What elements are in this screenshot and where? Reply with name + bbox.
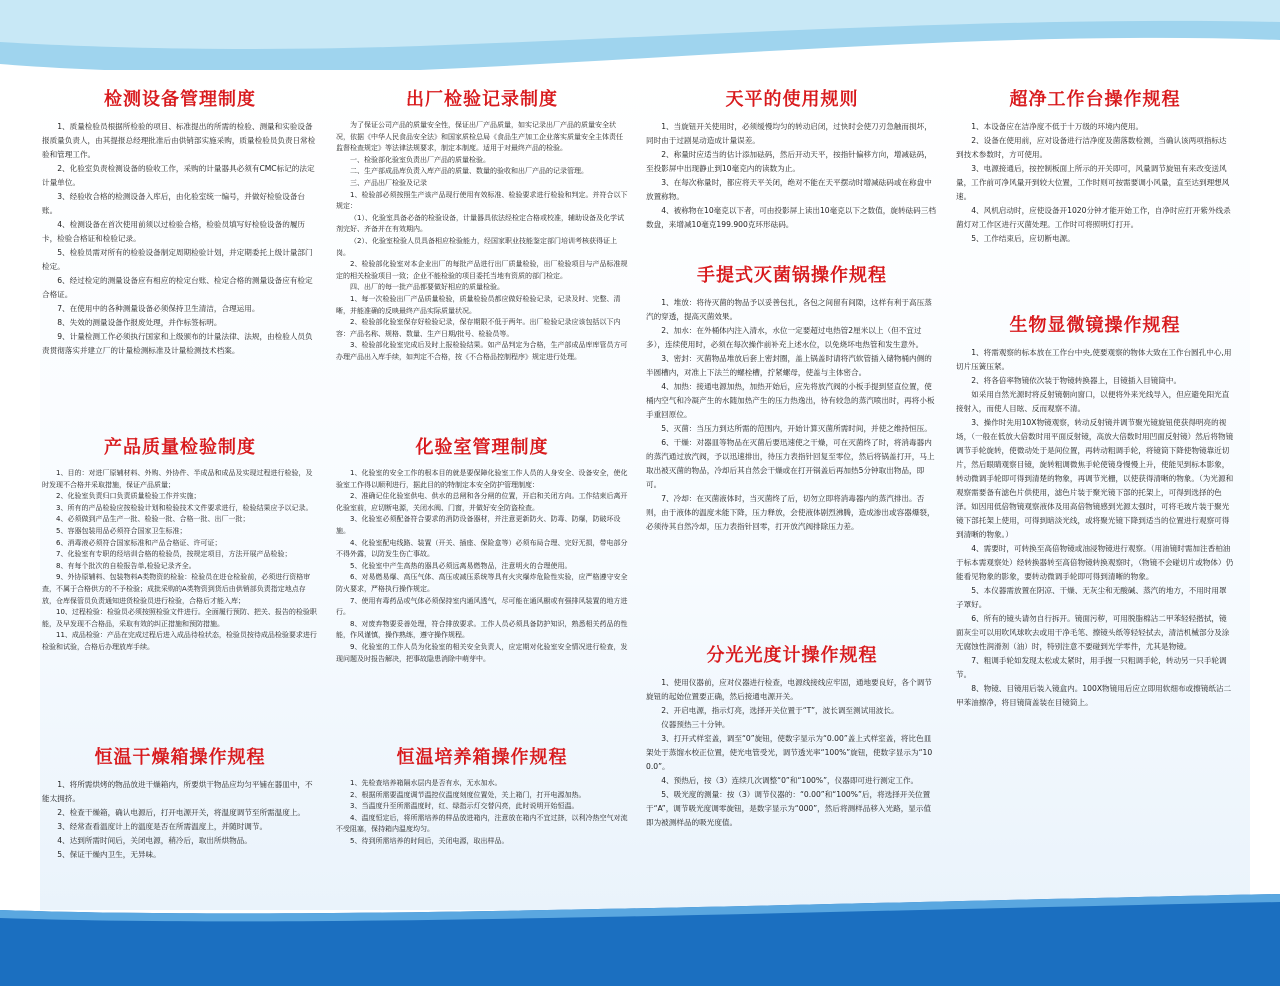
paragraph: 4、预热后，按（3）连续几次调整“0”和“100%”，仪器即可进行测定工作。 (661, 776, 919, 785)
paragraph: 2、检查干燥箱，确认电源后，打开电源开关，将温度调节至所需温度上。 (57, 808, 306, 817)
paragraph: 4、检测设备在首次使用前须以过检验合格，检验员填写好检验设备的履历卡，检验合格证和检验记录。 (42, 220, 306, 243)
paragraph: 5、化验室中产生高热的器具必须远离易燃物品，注意明火的合理使用。 (350, 561, 572, 570)
paragraph: 5、检验员需对所有的检验设备制定周期检验计划，并定期委托上级计量部门检定。 (42, 248, 313, 271)
paragraph: 1、每一次检验出厂产品质量检验，质量检验员都应做好检验记录，记录及时、完整、清晰，并能准确的反映最终产品实际质量状况。 (336, 294, 621, 315)
section-factory-inspection (336, 88, 628, 426)
paragraph: 2、开启电源，指示灯亮，选择开关位置于“T”，波长调至测试用波长。 (661, 706, 899, 715)
paragraph: 4、被称物在10毫克以下者，可由投影屏上读出10毫克以下之数值，旋转砝码三档数盘，来增减10毫克199.900克环形砝码。 (646, 206, 936, 229)
section-lab-management (336, 436, 628, 736)
paragraph: 3、化验室必须配备符合要求的消防设备器材，并注意更新防火、防毒、防爆，防破坏设施。 (336, 515, 621, 535)
paragraph: 5、容器包装用品必须符合国家卫生标准； (56, 526, 187, 535)
paragraph: 一、检验部化验室负责出厂产品的质量检验。 (350, 155, 490, 164)
paragraph: 1、将需观察的标本放在工作台中央,使要观察的物体大致在工作台圆孔中心,用切片压簧压紧。 (956, 348, 1232, 371)
paragraph: 7、使用有毒药品或气体必须保持室内通风透气，尽可能在通风橱或有强排风装置的地方进行。 (336, 596, 628, 617)
paragraph: 1、检验部必须按照生产该产品现行使用有效标准、检验要求进行检验和判定。并符合以下规定： (336, 190, 628, 211)
paragraph: 7、冷却：在灭菌液体时，当灭菌终了后，切勿立即将消毒器内的蒸汽排出。否则，由于液体的温度未能下降，压力释放，会使液体剧烈沸腾，造成渗出或容器爆裂，必须待其自然冷却，压力表指针回零，打开放汽阀排除压力差。 (646, 494, 935, 531)
paragraph: 仪器预热三十分钟。 (661, 720, 730, 729)
section-balance-rules (646, 88, 938, 254)
paragraph: 1、本设备应在洁净度不低于十万级的环境内使用。 (971, 122, 1144, 131)
paragraph: 2、检验部化验室保存好检验记录，保存期限不低于两年。出厂检验记录应该包括以下内容：产品名称、规格、数量、生产日期/批号、检验员等。 (336, 318, 621, 338)
paragraph: 1、当旋钮开关使用时，必须缓慢均匀的转动启闭，过快时会使刀刃急触而损坏，同时由于过剧晃动造成计量误差。 (646, 122, 932, 145)
paragraph: 3、经验收合格的检测设备入库后，由化验室统一编号，并做好检验设备台账。 (42, 192, 306, 215)
section-incubator (336, 746, 628, 848)
paragraph: 3、检验部化验室完成后及时上报检验结果。如产品判定为合格，生产部成品库库管员方可办理产品出入库手续，如判定不合格，按《不合格品控制程序》规定进行处理。 (336, 341, 628, 361)
paragraph: 二、生产部成品库负责入库产品的质量、数量的验收和出厂产品的记录管理。 (350, 167, 588, 176)
paragraph: 9、外协原辅料、包装物料A类物资的检验：检验员在进仓检验前，必须进行资格审查，不属于合格供方的不予检验；成批采购的A类物资到货后由供销部负责指定地点存放，仓库保管员负责通知进货检验员进行检验，合格后才能入库； (42, 573, 311, 605)
paragraph: 3、在每次称量时，都应将天平关闭，绝对不能在天平摆动时增减砝码或在称盘中放置称物。 (646, 178, 932, 201)
column-4 (956, 88, 1234, 888)
paragraph: 6、消毒液必须符合国家标准和产品合格证、许可证； (56, 538, 222, 547)
paragraph: 6、经过检定的测量设备应有相应的检定台账、检定合格的测量设备应有检定合格证。 (42, 276, 313, 299)
paragraph: 2、称量时应适当的估计添加砝码，然后开动天平，按指针偏移方向，增减砝码，至投影屏中出现静止到10毫克内的读数为止。 (646, 150, 932, 173)
section-title: 超净工作台操作规程 (1009, 89, 1181, 110)
column-1 (42, 88, 318, 888)
paragraph: 4、风机启动时，应使设备开1020分钟才能开始工作，自净时应打开紫外线杀菌灯对工作区进行灭菌处理。工作时可将照明灯打开。 (956, 206, 1231, 229)
paragraph: 5、保证干燥内卫生，无异味。 (57, 850, 161, 859)
paragraph: 1、质量检验员根据所检验的项目、标准提出的所需的检验、测量和实验设备报质量负责人，由其提报总经理批准后由供销部实施采购，质量检验员负责日常检验和管理工作。 (42, 122, 316, 159)
section-sterilizer (646, 264, 938, 634)
paragraph: 8、失效的测量设备作报废处理，并作标签标明。 (57, 318, 222, 327)
paragraph: 2、根据所需要温度调节温控仪温度刻度位置处，关上箱门，打开电源加热。 (350, 790, 586, 799)
paragraph: 1、将所需烘烤的物品放进干燥箱内，所要烘干物品应均匀平铺在器皿中，不能太拥挤。 (42, 780, 313, 803)
paragraph: 2、将各倍率物镜依次装于物镜转换器上，目镜插入目镜筒中。 (971, 376, 1182, 385)
paragraph: 为了保证公司产品的质量安全性，保证出厂产品质量，如实记录出厂产品的质量安全状况，依据《中华人民食品安全法》和国家质检总局《食品生产加工企业落实质量安全主体责任监督检查规定》等法律法规要求，制定本制度。适用于对最终产品的检验。 (336, 121, 623, 153)
section-title: 化验室管理制度 (415, 437, 549, 458)
paragraph: 5、待到所需培养的时间后，关闭电源，取出样品。 (350, 836, 509, 845)
paragraph: （1）、化验室具备必备的检验设备，计量器具依法经检定合格或校准，辅助设备及化学试剂完好、齐备并在有效期内。 (336, 213, 624, 234)
paragraph: 1、目的：对进厂原辅材料、外购、外协件、半成品和成品及实现过程进行检验，及时发现不合格并采取措施，保证产品质量； (42, 469, 313, 489)
paragraph: 7、粗调手轮如发现太松或太紧时，用手握一只粗调手轮，转动另一只手轮调节。 (956, 656, 1227, 679)
paragraph: 2、准确记住化验室供电、供水的总闸和各分闸的位置，开启和关闭方向。工作结束后离开化验室前，应切断电源，关闭水阀、门窗，并做好安全防盗检查。 (336, 492, 628, 512)
paragraph: 6、所有的镜头请勿自行拆开。镜面污秽，可用脱脂棉沾二甲苯轻轻揩拭，镜面灰尘可以用吹风球吹去或用干净毛笔、擦镜头纸等轻轻拭去，清洁机械部分及涂无腐蚀性润滑剂（油）时，特别注意不要碰到光学零件，尤其是物镜。 (956, 614, 1230, 651)
paragraph: 4、需要时，可转换至高倍物镜或油浸物镜进行观察。（用油镜时需加注香柏油于标本需观察处）经转换器转至高倍物镜转换观察时，（物镜不会碰切片或物体）仍能看见物象的影象，要转动微调手轮即可得到清晰的物象。 (956, 544, 1234, 581)
paragraph: 5、吸光度的测量：按（3）调节仪器的：“0.00”和“100%”后，将选择开关位置于“A”，调节吸光度调零旋钮，是数字显示为“000”，然后将测样品移入光路，显示值即为被测样品的吸光度值。 (646, 790, 932, 827)
paragraph: 3、当温度升至所需温度时，红、绿指示灯交替闪亮，此时说明开始恒温。 (350, 802, 579, 811)
section-title: 产品质量检验制度 (104, 437, 256, 458)
bottom-blue-band (0, 880, 1280, 986)
paragraph: 9、计量检测工作必须执行国家和上级颁布的计量法律、法规，由检验人员负责贯彻落实并建立厂的计量检测标准及计量检测技术档案。 (42, 332, 313, 355)
section-spectrophotometer (646, 644, 938, 830)
column-3 (646, 88, 938, 888)
paragraph: 四、出厂的每一批产品都要做好相应的质量检验。 (350, 283, 504, 292)
section-drying-oven (42, 746, 318, 862)
paragraph: 4、化验室配电线路、装置（开关、插座、保险盒等）必须布局合理、完好无损，带电部分不得外露，以防发生伤亡事故。 (336, 538, 628, 559)
paragraph: 2、设备在使用前，应对设备进行洁净度及菌落数检测，当确认该两项指标达到技术参数时，方可使用。 (956, 136, 1227, 159)
paragraph: 8、有每个批次的自检报告单,检验记录齐全。 (56, 561, 196, 570)
paragraph: 1、堆放：将待灭菌的物品予以妥善包扎，各包之间留有间隙，这样有利于高压蒸汽的穿透，提高灭菌效果。 (646, 298, 932, 321)
section-title: 手提式灭菌锅操作规程 (697, 265, 887, 286)
paragraph: 4、必须做到产品生产一批、检验一批、合格一批、出厂一批； (56, 515, 250, 524)
section-title: 分光光度计操作规程 (706, 645, 878, 666)
section-title: 恒温培养箱操作规程 (396, 747, 568, 768)
paragraph: 2、化验室负责检测设备的验收工作，采购的计量器具必须有CMC标记的法定计量单位。 (42, 164, 315, 187)
paragraph: （2）、化验室检验人员具备相应检验能力，经国家职业技能鉴定部门培训考核获得证上岗。 (336, 236, 617, 257)
section-equipment-management (42, 88, 318, 426)
paragraph: 1、化验室的安全工作的根本目的就是要保障化验室工作人员的人身安全、设备安全，使化验室工作得以顺利进行，据此目的的特制定本安全防护管理制度： (336, 469, 628, 489)
section-title: 恒温干燥箱操作规程 (94, 747, 266, 768)
paragraph: 11、成品检验：产品在完成过程后进入成品待检状态，检验员按待成品检验要求进行检验和试验，合格后办理放库手续。 (42, 631, 317, 651)
paragraph: 10、过程检验：检验员必须按照检验文件进行。全面履行预防、把关、报告的检验职能，及早发现不合格品，采取有效的纠正措施和预防措施。 (42, 608, 317, 628)
paragraph: 3、经常查看温度计上的温度是否在所需温度上，并随时调节。 (57, 822, 268, 831)
paragraph: 4、加热：接通电源加热，加热开始后，应先将放汽阀的小板手提到竖直位置，使桶内空气和冷凝产生的水随加热产生的压力热逸出，待有较急的蒸汽喷出时，再将小板手重回原位。 (646, 382, 935, 419)
section-microscope (956, 314, 1234, 710)
section-title: 出厂检验记录制度 (406, 89, 558, 110)
column-2 (336, 88, 628, 888)
paragraph: 6、干燥：对器皿等物品在灭菌后要迅速使之干燥，可在灭菌终了时，将消毒器内的蒸汽通过放汽阀，予以迅速排出，待压力表指针回复至零位，然后将锅盖打开，马上取出被灭菌的物品，冷却后其自然会干燥或在打开锅盖后再加热5分钟取出物品，即可。 (646, 438, 935, 489)
paragraph: 4、温度恒定后，将所需培养的样品放进箱内，注意放在箱内不宜过挤，以利冷热空气对流不受阻塞，保持箱内温度均匀。 (336, 813, 628, 834)
paragraph: 3、电源接通后，按控制板面上所示的开关即可，风量调节旋钮有来改变送风量，工作前可净风量开到较大位置，工作时则可按需要调小风量，直至达到理想风速。 (956, 164, 1230, 201)
paragraph: 3、操作时先用10X物镜观察，转动反射镜并调节聚光镜旋钮使获得明亮的视场，（一般在低放大倍数时用平面反射镜，高放大倍数时用凹面反射镜）然后将物镜调节手轮旋转，使微动处于是间位置，再转动粗调手轮，将镜筒下降使物镜靠近切片，然后眼睛观察目镜，旋转粗调微焦手轮使镜身慢慢上升，使能见到标本影象，转动微调手轮即可得到清楚的物象，再调节光栅，以使获得清晰的物象。（为光源和观察需要备有滤色片供使用，滤色片装于聚光镜下部的托架上，可得到选择的色泽。如因用低倍物镜观察液体及用高倍物镜感到光源太强时，可将毛玻片装于聚光镜下部托架上使用，可得到暗淡光线，或将聚光镜下降到适当的位置进行观察可得到清晰的物象。） (956, 418, 1234, 539)
paragraph: 8、对废弃物要妥善处理，符合排放要求。工作人员必须具备防护知识，熟悉相关药品的性能，作风谨慎，操作熟练，遵守操作规程。 (336, 619, 628, 640)
section-title: 生物显微镜操作规程 (1009, 315, 1181, 336)
paragraph: 2、加水：在外桶体内注入清水，水位一定要超过电热管2厘米以上（但不宜过多），连续使用时，必须在每次操作前补充上述水位，以免烧坏电热管和发生意外。 (646, 326, 924, 349)
paragraph: 5、灭菌：当压力到达所需的范围内，开始计算灭菌所需时间，并使之维持恒压。 (661, 424, 932, 433)
paragraph: 5、工作结束后，应切断电源。 (971, 234, 1075, 243)
section-title: 检测设备管理制度 (104, 89, 256, 110)
paragraph: 3、所有的产品检验应按检验计划和检验技术文件要求进行，检验结果应予以记录。 (56, 503, 313, 512)
paragraph: 三、产品出厂检验及记录 (350, 178, 427, 187)
paragraph: 1、使用仪器前，应对仪器进行检查，电源线接线应牢固，通地要良好，各个调节旋钮的起始位置要正确，然后接通电源开关。 (646, 678, 932, 701)
paragraph: 2、检验部化验室对本企业出厂的每批产品进行出厂质量检验，出厂检验项目与产品标准规定的相关检验项目一致；企业不能检验的项目委托当地有资质的部门检定。 (336, 260, 628, 280)
paragraph: 3、打开式样室盖，调至“0”旋钮，使数字显示为“0.00”盖上式样室盖，将比色皿架处于蒸馏水校正位置，使光电管受光，调节透光率“100%”旋钮，使数字显示为“100.0”。 (646, 734, 933, 771)
section-product-quality (42, 436, 318, 736)
paragraph: 7、在使用中的各种测量设备必须保持卫生清洁，合理运用。 (57, 304, 260, 313)
paragraph: 2、化验室负责归口负责质量检验工作并实施； (56, 492, 201, 501)
paragraph: 7、化验室有专职的经培训合格的检验员，按规定项目，方法开展产品检验； (56, 550, 292, 559)
paragraph: 3、密封：灭菌物品堆放后套上密封圈，盖上锅盖时请将汽软管插入储物桶内侧的半圆槽内，对准上下法兰的螺栓槽，拧紧螺母，使盖与主体密合。 (646, 354, 932, 377)
paragraph: 8、物镜、目镜用后装入镜盒内。100X物镜用后应立即用软细布或擦镜纸沾二甲苯油擦净，将目镜筒盖装在目镜筒上。 (956, 684, 1232, 707)
paragraph: 5、本仪器需放置在阴凉、干燥、无灰尘和无酸碱、蒸汽的地方，不用时用罩子罩好。 (956, 586, 1227, 609)
paragraph: 9、化验室的工作人员为化验室的相关安全负责人，应定期对化验室安全情况进行检查，发现问题及时报告解决，把事故隐患消除中萌芽中。 (336, 642, 628, 663)
paragraph: 如采用自然光源时将反射镜朝向窗口，以便将外来光线导入，但应避免阳光直接射入，而使人目眩、反而观察不清。 (956, 390, 1230, 413)
paragraph: 1、先检查培养箱隔水层内是否有水，无水加水。 (350, 779, 502, 787)
paragraph: 6、对易燃易爆、高压气体、高压或减压系统等具有火灾爆炸危险性实验，应严格遵守安全防火要求，严格执行操作规定。 (336, 573, 628, 593)
paragraph: 4、达到所需时间后，关闭电源，稍冷后，取出所烘物品。 (57, 836, 252, 845)
section-clean-bench (956, 88, 1234, 304)
section-title: 天平的使用规则 (725, 89, 859, 110)
